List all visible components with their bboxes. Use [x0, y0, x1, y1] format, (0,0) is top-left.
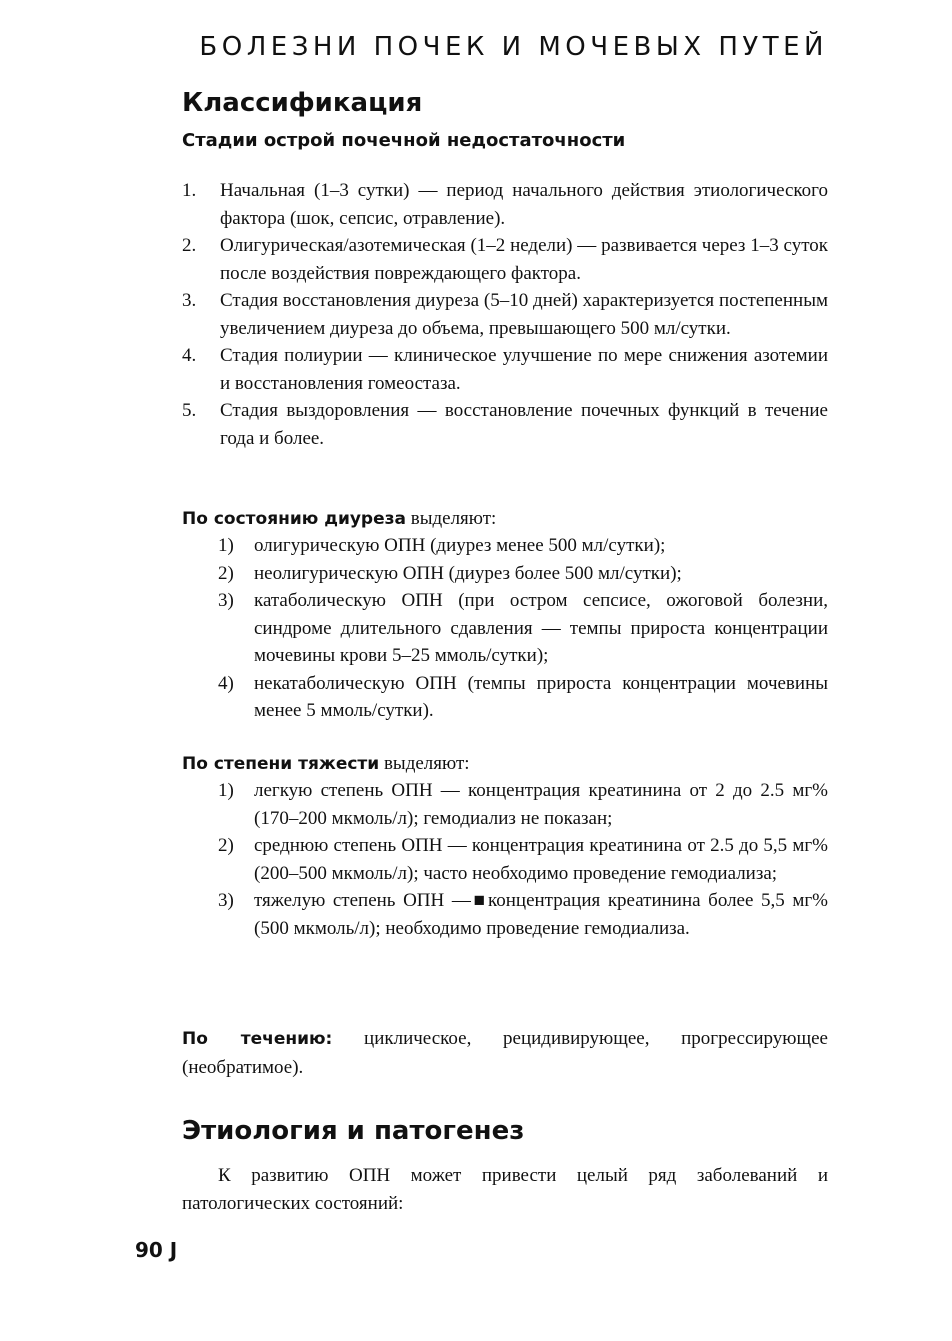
list-item [218, 887, 828, 942]
severity-lead-rest: выделяют: [379, 753, 470, 774]
page-number: 90 J [135, 1238, 178, 1262]
course-paragraph [182, 1025, 828, 1081]
section-title-classification: Классификация [182, 88, 423, 118]
course-lead-rest: циклическое, рецидивирующее, прогрессирующее (необратимое). [182, 1028, 828, 1078]
list-item [218, 832, 828, 887]
list-item-text: олигурическую ОПН (диурез менее 500 мл/сутки); [254, 535, 666, 556]
list-item [182, 342, 828, 397]
list-item-text: Стадия выздоровления — восстановление почечных функций в течение года и более. [220, 400, 828, 449]
severity-lead [182, 750, 828, 779]
list-item-text: некатаболическую ОПН (темпы прироста концентрации мочевины менее 5 ммоль/сутки). [254, 672, 828, 721]
list-item-text: легкую степень ОПН — концентрация креатинина от 2 до 2.5 мг% (170–200 мкмоль/л); гемодиализ не показан; [254, 780, 828, 829]
list-item-number: 2. [182, 235, 197, 256]
severity-list [218, 777, 828, 942]
list-item-text: тяжелую степень ОПН —■концентрация креатинина более 5,5 мг% (500 мкмоль/л); необходимо проведение гемодиализа. [254, 890, 828, 939]
list-item-text: Олигурическая/азотемическая (1–2 недели) — развивается через 1–3 суток после воздействия повреждающего фактора. [220, 235, 828, 284]
list-item [182, 232, 828, 287]
etiology-paragraph: К развитию ОПН может привести целый ряд заболеваний и патологических состояний: [182, 1165, 828, 1214]
list-item-text: катаболическую ОПН (при остром сепсисе, ожоговой болезни, синдроме длительного сдавления — темпы прироста концентрации мочевины крови 5–25 ммоль/сутки); [254, 590, 828, 666]
list-item-number: 1. [182, 180, 197, 201]
list-item-number: 1) [218, 780, 234, 801]
list-item-text: Стадия полиурии — клиническое улучшение по мере снижения азотемии и восстановления гомеостаза. [220, 345, 828, 394]
list-item-number: 3. [182, 290, 197, 311]
list-item-number: 2) [218, 562, 234, 584]
severity-lead-bold: По степени тяжести [182, 754, 380, 774]
list-item [182, 177, 828, 232]
running-head: БОЛЕЗНИ ПОЧЕК И МОЧЕВЫХ ПУТЕЙ [199, 32, 828, 62]
list-item-text: Начальная (1–3 сутки) — период начального действия этиологического фактора (шок, сепсис, отравление). [220, 180, 828, 229]
list-item-number: 3) [218, 890, 234, 911]
subsection-title-stages: Стадии острой почечной недостаточности [182, 130, 626, 151]
list-item [218, 560, 828, 588]
diuresis-list [218, 532, 828, 725]
list-item [218, 670, 828, 725]
list-item [218, 587, 828, 670]
list-item-text: среднюю степень ОПН — концентрация креатинина от 2.5 до 5,5 мг% (200–500 мкмоль/л); часто необходимо проведение гемодиализа; [254, 835, 828, 884]
list-item [182, 287, 828, 342]
course-lead-bold: По течению: [182, 1029, 333, 1049]
list-item-text: Стадия восстановления диуреза (5–10 дней) характеризуется постепенным увеличением диуреза до объема, превышающего 500 мл/сутки. [220, 290, 828, 339]
list-item-number: 1) [218, 535, 234, 556]
list-item-number: 3) [218, 590, 234, 611]
list-item-number: 5. [182, 400, 197, 421]
list-item-text: неолигурическую ОПН (диурез более 500 мл/сутки); [254, 562, 682, 584]
list-item-number: 2) [218, 835, 234, 856]
list-item [218, 532, 828, 560]
diuresis-lead-bold: По состоянию диуреза [182, 509, 406, 529]
stages-list [182, 177, 828, 452]
list-item-number: 4. [182, 345, 197, 366]
diuresis-lead-rest: выделяют: [405, 508, 497, 529]
list-item [182, 397, 828, 452]
list-item-number: 4) [218, 672, 234, 694]
diuresis-lead [182, 505, 828, 534]
section-title-etiology: Этиология и патогенез [182, 1116, 525, 1146]
list-item [218, 777, 828, 832]
